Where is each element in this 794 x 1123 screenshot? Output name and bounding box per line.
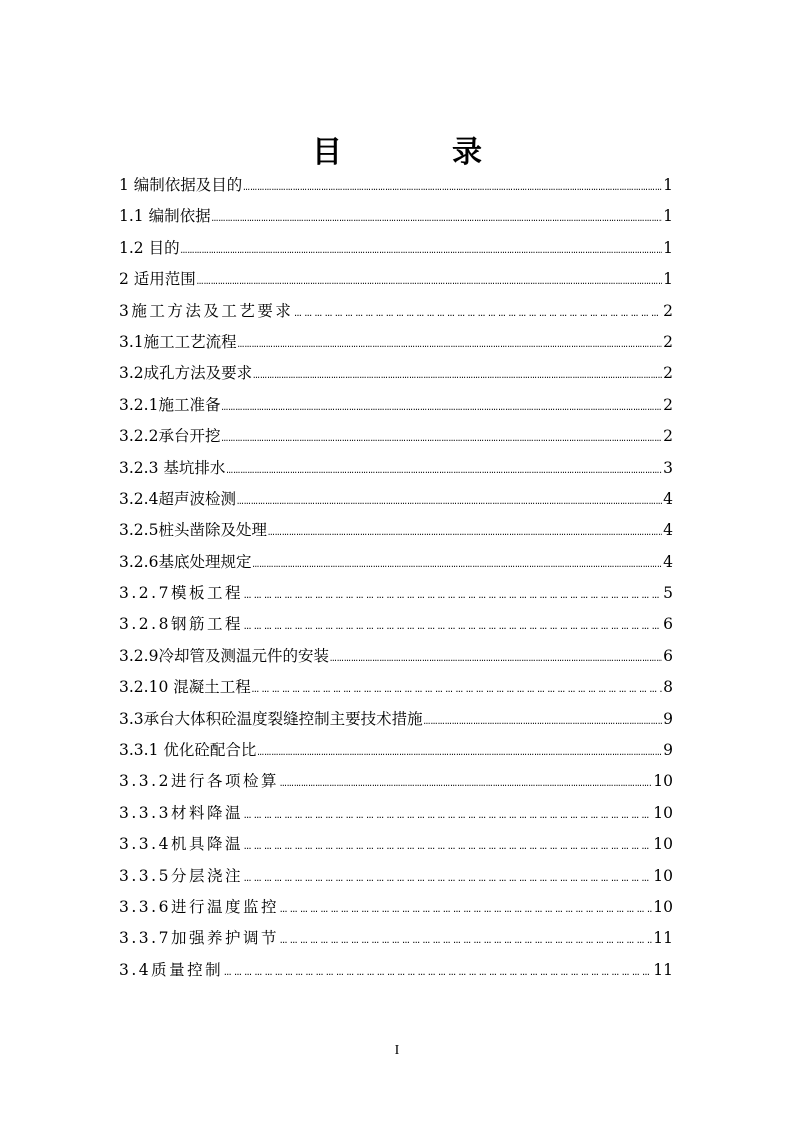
toc-entry-label: 3.4质量控制 <box>119 960 224 979</box>
page-number: I <box>394 1043 400 1058</box>
toc-entry-page: 6 <box>663 646 673 665</box>
toc-entry-label: 1.2 目的 <box>119 238 180 257</box>
toc-leader-dots <box>294 298 662 329</box>
toc-entry-label: 3.3.6进行温度监控 <box>119 897 279 916</box>
toc-leader-dots <box>237 487 662 518</box>
toc-entry[interactable] <box>119 704 673 735</box>
toc-entry[interactable] <box>119 892 673 923</box>
toc-entry-label: 3.2成孔方法及要求 <box>119 364 253 383</box>
toc-leader-dots <box>252 674 662 705</box>
toc-entry[interactable] <box>119 264 673 295</box>
toc-entry-page: 1 <box>663 207 673 226</box>
toc-entry-page: 10 <box>653 866 673 885</box>
toc-entry-label: 1 编制依据及目的 <box>119 176 243 194</box>
toc-leader-dots <box>280 894 652 925</box>
toc-entry-label: 3.1施工工艺流程 <box>119 332 237 351</box>
toc-entry-page: 10 <box>653 835 673 854</box>
toc-entry[interactable] <box>119 923 673 954</box>
toc-entry[interactable] <box>119 798 673 829</box>
toc-entry[interactable] <box>119 327 673 358</box>
toc-leader-dots <box>244 611 662 642</box>
toc-entry[interactable] <box>119 484 673 515</box>
toc-leader-dots <box>244 863 652 894</box>
toc-entry-page: 2 <box>663 364 673 383</box>
toc-entry-label: 3.2.5桩头凿除及处理 <box>119 521 267 540</box>
toc-entry[interactable] <box>119 861 673 892</box>
toc-leader-dots <box>244 831 652 862</box>
toc-entry[interactable] <box>119 170 673 201</box>
toc-entry-label: 1.1 编制依据 <box>119 207 211 226</box>
toc-leader-dots <box>280 925 652 956</box>
toc-leader-dots <box>280 769 652 800</box>
toc-entry-page: 4 <box>663 521 673 540</box>
toc-leader-dots <box>244 800 652 831</box>
toc-entry-page: 2 <box>663 427 673 446</box>
toc-entry-page: 10 <box>653 803 673 822</box>
toc-leader-dots <box>221 393 662 424</box>
toc-entry[interactable] <box>119 296 673 327</box>
toc-entry-label: 3.2.10 混凝土工程 <box>119 678 251 697</box>
toc-entry-label: 3.2.4超声波检测 <box>119 489 236 508</box>
toc-entry-label: 3.2.6基底处理规定 <box>119 552 252 571</box>
toc-entry-page: 3 <box>663 458 673 477</box>
toc-entry[interactable] <box>119 829 673 860</box>
toc-leader-dots <box>268 518 662 549</box>
toc-leader-dots <box>212 204 663 235</box>
toc-entry-page: 2 <box>663 301 673 320</box>
toc-entry-label: 3.3.4机具降温 <box>119 835 243 854</box>
page-title: 目 录 <box>312 135 522 170</box>
toc-entry-label: 3.2.2承台开挖 <box>119 427 221 446</box>
toc-entry[interactable] <box>119 672 673 703</box>
toc-leader-dots <box>257 738 662 769</box>
toc-entry-page: 1 <box>663 238 673 257</box>
toc-entry-label: 3.2.8钢筋工程 <box>119 615 243 634</box>
toc-leader-dots <box>330 644 662 675</box>
toc-entry[interactable] <box>119 233 673 264</box>
toc-entry-page: 11 <box>653 929 673 948</box>
toc-entry-page: 2 <box>663 332 673 351</box>
toc-entry-page: 1 <box>663 176 673 194</box>
toc-entry[interactable] <box>119 515 673 546</box>
toc-entry-page: 1 <box>663 270 673 289</box>
toc-leader-dots <box>224 957 652 988</box>
toc-entry-page: 8 <box>663 678 673 697</box>
toc-entry-page: 6 <box>663 615 673 634</box>
toc-entry-label: 2 适用范围 <box>119 270 196 289</box>
toc-leader-dots <box>226 456 662 487</box>
toc-entry-label: 3.2.9冷却管及测温元件的安装 <box>119 646 329 665</box>
toc-entry[interactable] <box>119 766 673 797</box>
toc-entry[interactable] <box>119 453 673 484</box>
toc-entry[interactable] <box>119 390 673 421</box>
toc-leader-dots <box>424 707 662 738</box>
toc-entry-page: 2 <box>663 395 673 414</box>
toc-entry[interactable] <box>119 547 673 578</box>
toc-entry[interactable] <box>119 201 673 232</box>
toc-entry-label: 3.2.1施工准备 <box>119 395 221 414</box>
toc-entry-label: 3.3.2进行各项检算 <box>119 772 279 791</box>
toc-entry-page: 10 <box>653 772 673 791</box>
toc-entry-label: 3.2.3 基坑排水 <box>119 458 226 477</box>
toc-entry[interactable] <box>119 955 673 986</box>
toc-leader-dots <box>221 424 662 455</box>
table-of-contents <box>119 170 673 986</box>
toc-entry-page: 4 <box>663 489 673 508</box>
toc-leader-dots <box>238 330 662 361</box>
toc-entry-page: 5 <box>663 584 673 603</box>
toc-entry-label: 3.3承台大体积砼温度裂缝控制主要技术措施 <box>119 709 423 728</box>
toc-entry-label: 3施工方法及工艺要求 <box>119 301 294 320</box>
toc-leader-dots <box>243 173 662 204</box>
toc-entry-page: 9 <box>663 741 673 760</box>
toc-entry-label: 3.3.7加强养护调节 <box>119 929 279 948</box>
toc-entry[interactable] <box>119 641 673 672</box>
toc-entry-label: 3.3.1 优化砼配合比 <box>119 741 257 760</box>
toc-entry[interactable] <box>119 735 673 766</box>
toc-entry-label: 3.2.7模板工程 <box>119 584 243 603</box>
toc-entry-label: 3.3.3材料降温 <box>119 803 243 822</box>
toc-leader-dots <box>244 580 662 611</box>
toc-entry[interactable] <box>119 609 673 640</box>
toc-entry-page: 11 <box>653 960 673 979</box>
toc-leader-dots <box>252 550 662 581</box>
toc-entry[interactable] <box>119 358 673 389</box>
toc-leader-dots <box>181 236 663 267</box>
toc-entry-page: 9 <box>663 709 673 728</box>
toc-entry-page: 4 <box>663 552 673 571</box>
toc-leader-dots <box>253 361 662 392</box>
toc-leader-dots <box>197 267 662 298</box>
toc-entry[interactable] <box>119 421 673 452</box>
toc-entry[interactable] <box>119 578 673 609</box>
toc-entry-page: 10 <box>653 897 673 916</box>
toc-entry-label: 3.3.5分层浇注 <box>119 866 243 885</box>
